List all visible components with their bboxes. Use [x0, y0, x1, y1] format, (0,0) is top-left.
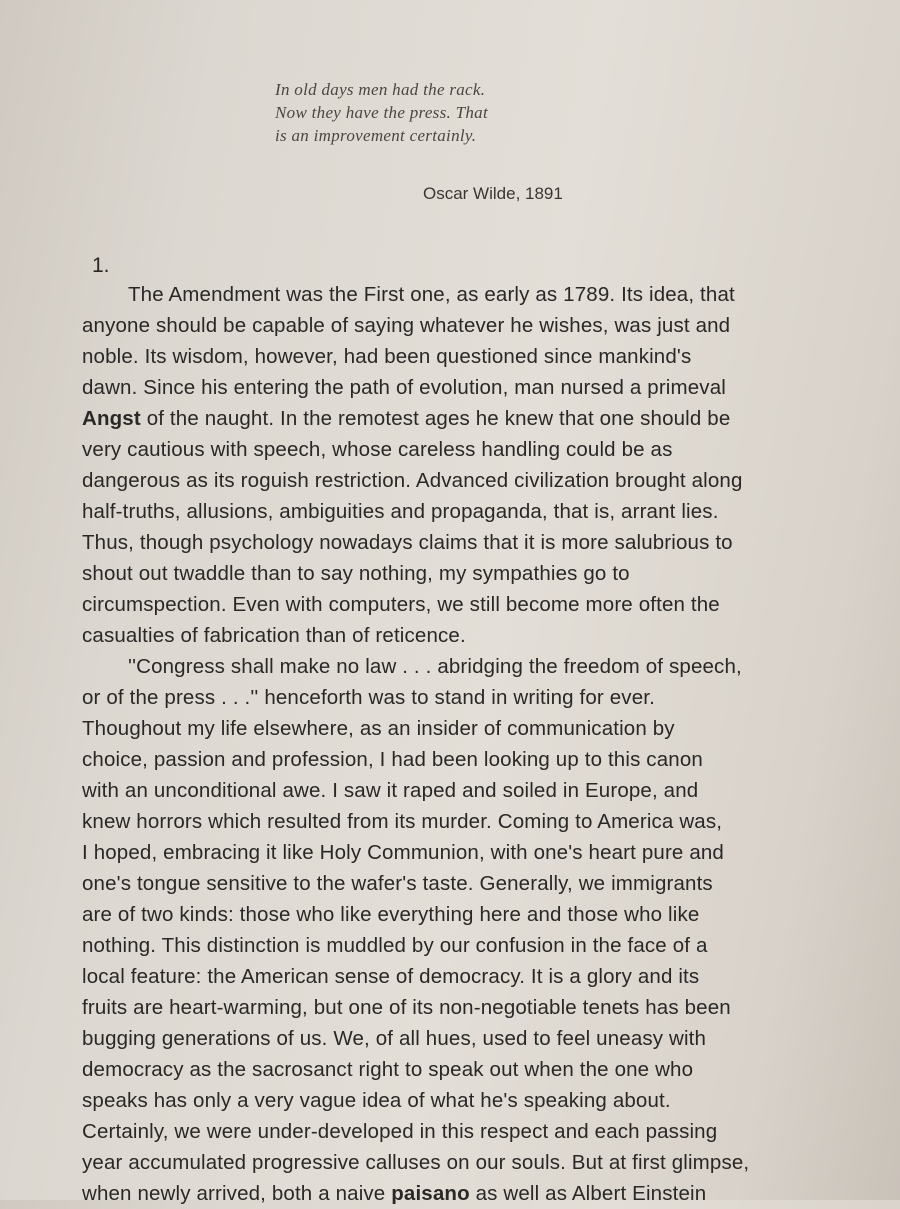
text-line: Thoughout my life elsewhere, as an insider of communication by	[82, 717, 675, 740]
text-line: I hoped, embracing it like Holy Communion, with one's heart pure and	[82, 841, 724, 864]
text-line: with an unconditional awe. I saw it raped and soiled in Europe, and	[82, 779, 699, 802]
text-line-rest: as well as Albert Einstein	[475, 1182, 707, 1205]
text-line: anyone should be capable of saying whatever he wishes, was just and	[82, 314, 731, 337]
emphasis-paisano: paisano	[391, 1182, 470, 1205]
text-line: very cautious with speech, whose careless handling could be as	[82, 438, 673, 461]
epigraph-line: Now they have the press. That	[275, 103, 488, 122]
section-number: 1.	[92, 254, 110, 277]
text-line-start: when newly arrived, both a naive	[82, 1182, 386, 1205]
text-line: nothing. This distinction is muddled by our confusion in the face of a	[82, 934, 708, 957]
text-line: choice, passion and profession, I had been looking up to this canon	[82, 748, 703, 771]
emphasis-angst: Angst	[82, 407, 141, 430]
text-line: dawn. Since his entering the path of evolution, man nursed a primeval	[82, 376, 726, 399]
text-line: casualties of fabrication than of reticence.	[82, 624, 466, 647]
epigraph	[275, 78, 635, 147]
text-line: shout out twaddle than to say nothing, my sympathies go to	[82, 562, 630, 585]
text-line: bugging generations of us. We, of all hues, used to feel uneasy with	[82, 1027, 707, 1050]
epigraph-line: In old days men had the rack.	[275, 80, 486, 99]
text-line: local feature: the American sense of democracy. It is a glory and its	[82, 965, 700, 988]
text-line	[82, 1178, 882, 1209]
text-line: fruits are heart-warming, but one of its non-negotiable tenets has been	[82, 996, 731, 1019]
text-line: democracy as the sacrosanct right to speak out when the one who	[82, 1058, 694, 1081]
text-line: Certainly, we were under-developed in this respect and each passing	[82, 1120, 718, 1143]
text-line: knew horrors which resulted from its murder. Coming to America was,	[82, 810, 723, 833]
text-line: year accumulated progressive calluses on our souls. But at first glimpse,	[82, 1151, 750, 1174]
text-line: noble. Its wisdom, however, had been questioned since mankind's	[82, 345, 692, 368]
text-line: or of the press . . .'' henceforth was to stand in writing for ever.	[82, 686, 655, 709]
text-line: circumspection. Even with computers, we still become more often the	[82, 593, 720, 616]
text-line-rest: of the naught. In the remotest ages he knew that one should be	[146, 407, 731, 430]
text-line: one's tongue sensitive to the wafer's taste. Generally, we immigrants	[82, 872, 713, 895]
text-line: speaks has only a very vague idea of what he's speaking about.	[82, 1089, 671, 1112]
text-line: are of two kinds: those who like everything here and those who like	[82, 903, 700, 926]
text-line: The Amendment was the First one, as early as 1789. Its idea, that	[128, 283, 735, 306]
text-line: ''Congress shall make no law . . . abridging the freedom of speech,	[128, 655, 742, 678]
text-line: dangerous as its roguish restriction. Advanced civilization brought along	[82, 469, 743, 492]
epigraph-attribution: Oscar Wilde, 1891	[423, 184, 563, 203]
text-line: Thus, though psychology nowadays claims that it is more salubrious to	[82, 531, 733, 554]
text-line	[82, 403, 882, 434]
epigraph-line: is an improvement certainly.	[275, 126, 477, 145]
body-text	[82, 279, 882, 1209]
text-line: half-truths, allusions, ambiguities and propaganda, that is, arrant lies.	[82, 500, 719, 523]
